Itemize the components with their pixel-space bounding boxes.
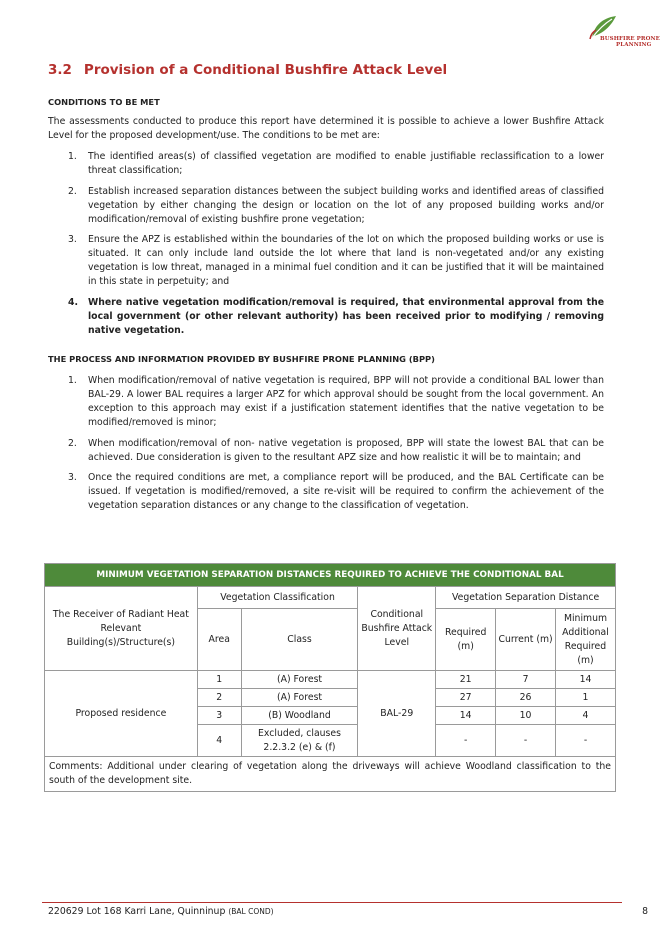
logo-line-2: PLANNING bbox=[616, 42, 652, 48]
required-header: Required (m) bbox=[436, 609, 496, 671]
section-title bbox=[48, 62, 447, 78]
list-text: When modification/removal of native vegetation is required, BPP will not provide a conditional BAL lower than BAL-29. A lower BAL requires a larger APZ for which approval should be sought from the local government. An exception to this approach may exist if a justification statement identifies that the native vegetation to be modified/removed is minor; bbox=[88, 375, 604, 428]
section-title-text: Provision of a Conditional Bushfire Attack Level bbox=[83, 62, 448, 78]
list-item bbox=[68, 233, 604, 289]
conditions-intro: The assessments conducted to produce this report have determined it is possible to achieve a lower Bushfire Attack Level for the proposed development/use. The conditions to be met are: bbox=[48, 116, 604, 141]
list-item bbox=[68, 437, 604, 465]
list-text: Once the required conditions are met, a compliance report will be produced, and the BAL Certificate can be issued. If vegetation is modified/removed, a site re-visit will be required to confirm the achievement of the vegetation separation distances or any change to the classification of vegetation. bbox=[88, 472, 604, 511]
separation-distance-table bbox=[44, 563, 616, 792]
company-logo bbox=[588, 14, 660, 54]
minimum-cell: 4 bbox=[556, 707, 616, 725]
required-cell: 21 bbox=[436, 671, 496, 689]
conditions-heading: CONDITIONS TO BE MET bbox=[48, 97, 160, 107]
footer-reference bbox=[48, 906, 274, 917]
class-cell: (B) Woodland bbox=[241, 707, 358, 725]
list-number: 3. bbox=[68, 234, 77, 245]
current-cell: - bbox=[496, 725, 556, 757]
receiver-header: The Receiver of Radiant Heat Relevant Building(s)/Structure(s) bbox=[45, 587, 198, 671]
process-list bbox=[68, 374, 604, 520]
page-number: 8 bbox=[642, 906, 648, 917]
conditions-list bbox=[68, 150, 604, 344]
list-text: When modification/removal of non- native vegetation is proposed, BPP will state the lowest BAL that can be achieved. Due consideration is given to the resultant APZ size and how realistic it will be to maintain; and bbox=[88, 437, 604, 463]
list-number: 1. bbox=[68, 151, 77, 162]
list-number: 2. bbox=[68, 185, 77, 197]
area-cell: 1 bbox=[197, 671, 241, 689]
current-cell: 7 bbox=[496, 671, 556, 689]
current-cell: 10 bbox=[496, 707, 556, 725]
area-header: Area bbox=[197, 609, 241, 671]
list-text: The identified areas(s) of classified vegetation are modified to enable justifiable reclassification to a lower threat classification; bbox=[88, 151, 604, 176]
list-number: 4. bbox=[68, 296, 79, 308]
list-item bbox=[68, 150, 604, 178]
table-row bbox=[45, 671, 616, 689]
minimum-cell: 1 bbox=[556, 689, 616, 707]
list-item bbox=[68, 185, 604, 227]
list-text: Ensure the APZ is established within the boundaries of the lot on which the proposed building works or use is situated. It can only include land outside the lot where that land is non-vegetated and/or any existing vegetation is low threat, managed in a minimal fuel condition and it can be justified that it will be maintained in this state in perpetuity; and bbox=[88, 234, 604, 287]
list-item bbox=[68, 374, 604, 430]
list-item bbox=[68, 296, 604, 338]
list-number: 2. bbox=[68, 437, 77, 449]
veg-class-header: Vegetation Classification bbox=[197, 587, 358, 609]
required-cell: - bbox=[436, 725, 496, 757]
minimum-header: Minimum Additional Required (m) bbox=[556, 609, 616, 671]
area-cell: 3 bbox=[197, 707, 241, 725]
bal-cell: BAL-29 bbox=[358, 671, 436, 757]
class-cell: (A) Forest bbox=[241, 689, 358, 707]
list-text: Establish increased separation distances between the subject building works and identified areas of classified vegetation by either changing the design or location on the lot of any proposed building works and/or modification/removal of existing bushfire prone vegetation; bbox=[88, 185, 604, 225]
class-cell: (A) Forest bbox=[241, 671, 358, 689]
table-banner: MINIMUM VEGETATION SEPARATION DISTANCES REQUIRED TO ACHIEVE THE CONDITIONAL BAL bbox=[45, 564, 616, 587]
list-number: 1. bbox=[68, 375, 77, 386]
process-heading: THE PROCESS AND INFORMATION PROVIDED BY BUSHFIRE PRONE PLANNING (BPP) bbox=[48, 354, 435, 364]
logo-text bbox=[600, 36, 660, 48]
current-header: Current (m) bbox=[496, 609, 556, 671]
section-number: 3.2 bbox=[48, 62, 72, 78]
class-header: Class bbox=[241, 609, 358, 671]
class-cell: Excluded, clauses 2.2.3.2 (e) & (f) bbox=[241, 725, 358, 757]
area-cell: 4 bbox=[197, 725, 241, 757]
footer-divider bbox=[42, 902, 622, 903]
list-number: 3. bbox=[68, 472, 77, 483]
list-item bbox=[68, 471, 604, 513]
minimum-cell: 14 bbox=[556, 671, 616, 689]
footer-doc-type: (BAL COND) bbox=[228, 907, 274, 916]
receiver-cell: Proposed residence bbox=[45, 671, 198, 757]
list-text: Where native vegetation modification/removal is required, that environmental approval from the local government (or other relevant authority) has been received prior to modifying / removing native vegetation. bbox=[88, 296, 604, 336]
table-comments: Comments: Additional under clearing of vegetation along the driveways will achieve Woodland classification to the south of the development site. bbox=[45, 757, 616, 792]
logo-line-1: BUSHFIRE PRONE bbox=[600, 36, 660, 42]
footer-address: 220629 Lot 168 Karri Lane, Quinninup bbox=[48, 906, 226, 917]
bal-header: Conditional Bushfire Attack Level bbox=[358, 587, 436, 671]
area-cell: 2 bbox=[197, 689, 241, 707]
separation-header: Vegetation Separation Distance bbox=[436, 587, 616, 609]
required-cell: 27 bbox=[436, 689, 496, 707]
required-cell: 14 bbox=[436, 707, 496, 725]
minimum-cell: - bbox=[556, 725, 616, 757]
current-cell: 26 bbox=[496, 689, 556, 707]
